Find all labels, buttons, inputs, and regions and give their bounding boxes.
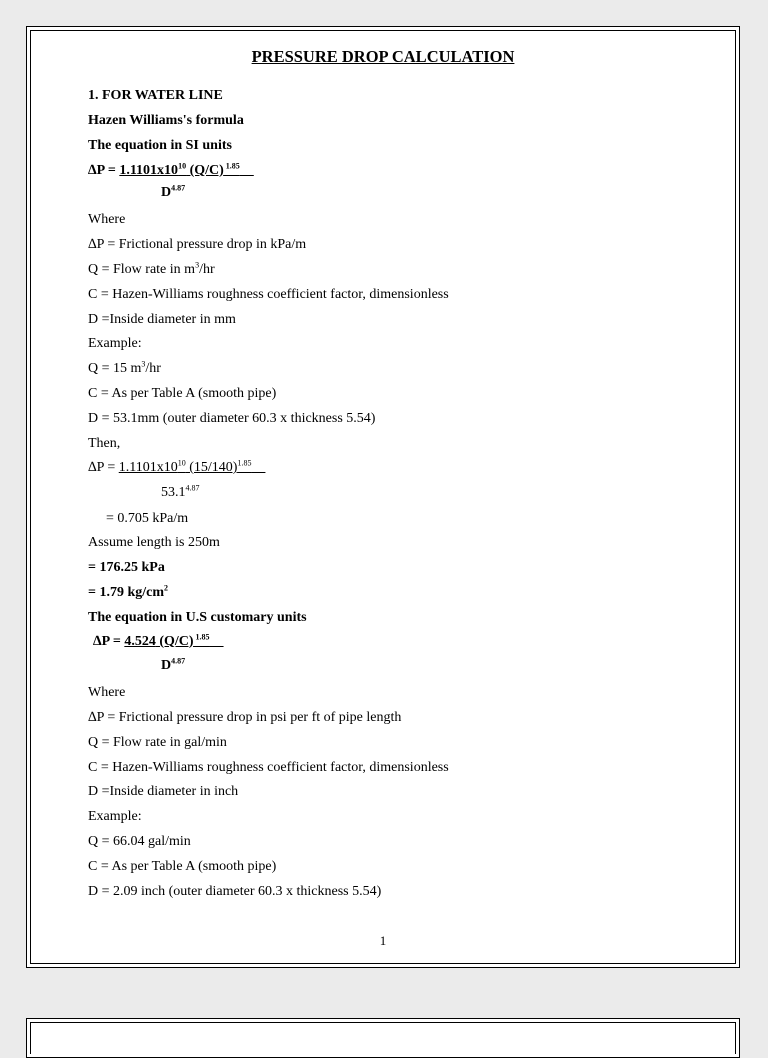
then-label: Then, (88, 436, 121, 451)
si-equation-denominator: $D^{4.87}$ (161, 183, 186, 200)
page-number: 1 (379, 933, 387, 948)
us-example-c: C = As per Table A (smooth pipe) (88, 859, 277, 874)
example-label: Example: (88, 336, 142, 351)
definition-q: Q = Flow rate in $m^3/hr$ (88, 260, 215, 277)
us-example-label: Example: (88, 809, 142, 824)
definition-c: C = Hazen-Williams roughness coefficient factor, dimensionless (88, 287, 449, 302)
us-example-d: D = 2.09 inch (outer diameter 60.3 x thickness 5.54) (88, 884, 382, 899)
us-equation-denominator: $D^{4.87}$ (161, 656, 186, 673)
next-page-edge (26, 1018, 740, 1058)
us-example-q: Q = 66.04 gal/min (88, 834, 191, 849)
si-heading: The equation in SI units (88, 138, 232, 153)
calc-denominator: $53.1^{4.87}$ (161, 483, 200, 500)
section-heading: 1. FOR WATER LINE (88, 88, 223, 103)
total-kpa: = 176.25 kPa (88, 560, 165, 575)
us-definition-c: C = Hazen-Williams roughness coefficient factor, dimensionless (88, 760, 449, 775)
example-q: Q = 15 $m^3/hr$ (88, 359, 161, 376)
us-definition-q: Q = Flow rate in gal/min (88, 735, 227, 750)
next-page-border (30, 1022, 736, 1054)
us-heading: The equation in U.S customary units (88, 610, 307, 625)
si-equation-numerator: $\Delta P = 1.1101x10^{10}$ (Q/C) $^{1.85}$ (88, 161, 240, 178)
us-equation-numerator: ∆P = 4.524 (Q/C) $^{1.85}$ (93, 632, 210, 649)
total-kgcm: = 1.79 $kg/cm^2$ (88, 583, 169, 600)
where-label: Where (88, 212, 126, 227)
formula-name: Hazen Williams's formula (88, 113, 244, 128)
calc-numerator: $\Delta P = 1.1101x10^{10}$ $(15/140)^{1.85}$ (88, 458, 252, 475)
us-definition-d: D =Inside diameter in inch (88, 784, 239, 799)
where-label-us: Where (88, 685, 126, 700)
example-d: D = 53.1mm (outer diameter 60.3 x thickness 5.54) (88, 411, 376, 426)
us-definition-dp: ∆P = Frictional pressure drop in psi per ft of pipe length (88, 710, 402, 725)
example-c: C = As per Table A (smooth pipe) (88, 386, 277, 401)
document-page (26, 26, 740, 968)
page-title: PRESSURE DROP CALCULATION (251, 47, 515, 66)
calc-result: = 0.705 kPa/m (106, 511, 189, 526)
definition-dp: ∆P = Frictional pressure drop in kPa/m (88, 237, 307, 252)
definition-d: D =Inside diameter in mm (88, 312, 236, 327)
assume-length: Assume length is 250m (88, 535, 220, 550)
